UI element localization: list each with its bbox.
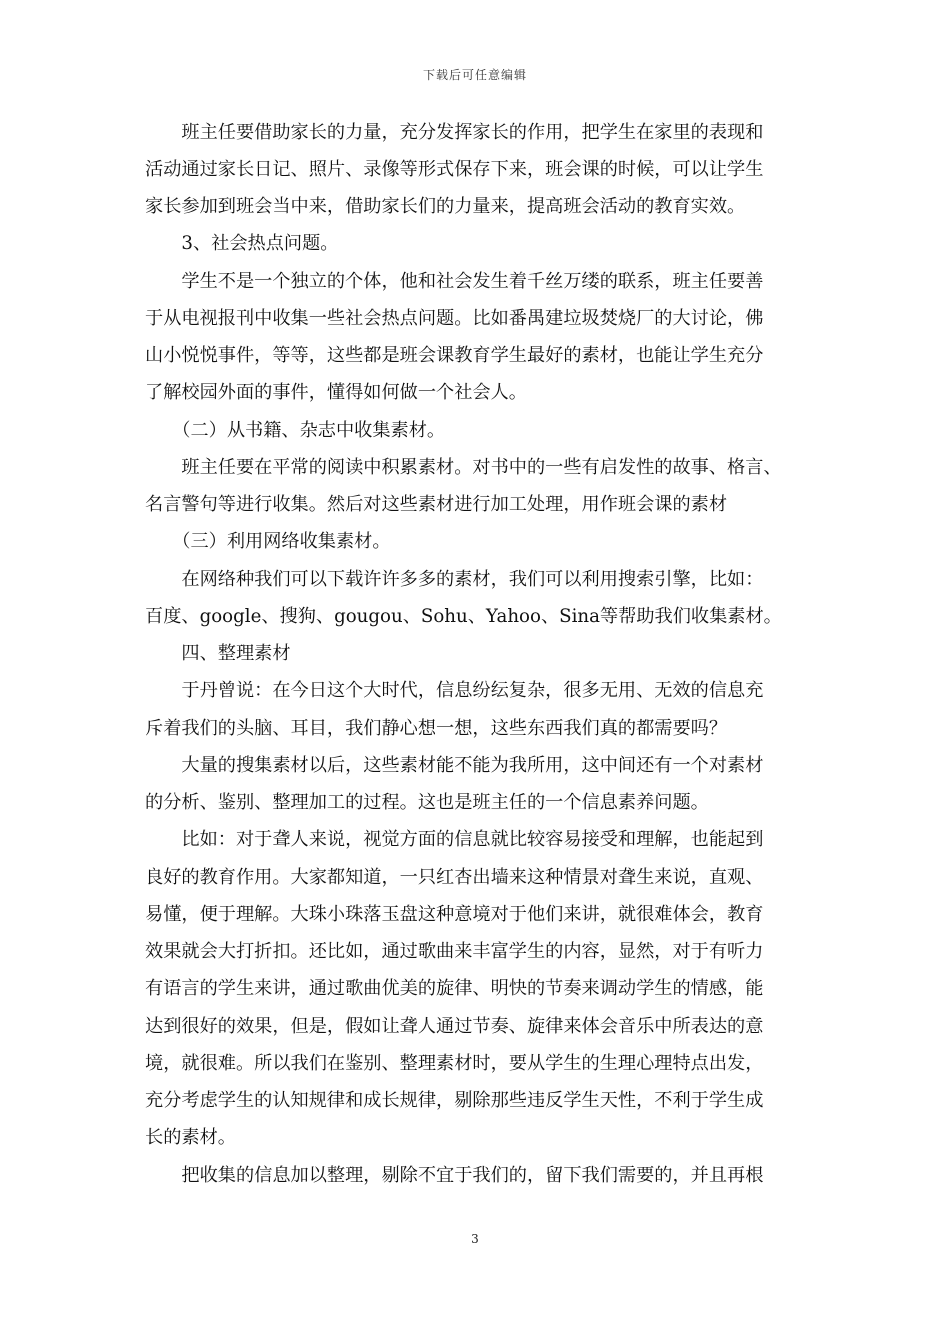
text-line: 效果就会大打折扣。还比如，通过歌曲来丰富学生的内容，显然，对于有听力 — [145, 941, 764, 962]
text-line: 于从电视报刊中收集一些社会热点问题。比如番禺建垃圾焚烧厂的大讨论，佛 — [145, 308, 764, 329]
text-line: 名言警句等进行收集。然后对这些素材进行加工处理，用作班会课的素材 — [145, 494, 728, 515]
text-line: 长的素材。 — [145, 1127, 236, 1148]
text-line: 山小悦悦事件，等等，这些都是班会课教育学生最好的素材，也能让学生充分 — [145, 345, 764, 366]
text-line: 达到很好的效果，但是，假如让聋人通过节奏、旋律来体会音乐中所表达的意 — [145, 1016, 764, 1037]
text-line: 百度、google、搜狗、gougou、Sohu、Yahoo、Sina等帮助我们收集素材。 — [145, 606, 782, 627]
text-line: 易懂，便于理解。大珠小珠落玉盘这种意境对于他们来讲，就很难体会，教育 — [145, 904, 764, 925]
text-line: 比如：对于聋人来说，视觉方面的信息就比较容易接受和理解，也能起到 — [145, 829, 764, 850]
text-line: 在网络种我们可以下载许许多多的素材，我们可以利用搜索引擎，比如： — [145, 569, 764, 590]
text-line: 充分考虑学生的认知规律和成长规律，剔除那些违反学生天性，不利于学生成 — [145, 1090, 764, 1111]
text-line: 的分析、鉴别、整理加工的过程。这也是班主任的一个信息素养问题。 — [145, 792, 709, 813]
text-line: 斥着我们的头脑、耳目，我们静心想一想，这些东西我们真的都需要吗？ — [145, 718, 728, 739]
text-line: 良好的教育作用。大家都知道，一只红杏出墙来这种情景对聋生来说，直观、 — [145, 867, 764, 888]
text-line: 大量的搜集素材以后，这些素材能不能为我所用，这中间还有一个对素材 — [145, 755, 764, 776]
text-line: 班主任要借助家长的力量，充分发挥家长的作用，把学生在家里的表现和 — [145, 122, 764, 143]
text-line: 把收集的信息加以整理，剔除不宜于我们的，留下我们需要的，并且再根 — [145, 1165, 764, 1186]
text-line: 活动通过家长日记、照片、录像等形式保存下来，班会课的时候，可以让学生 — [145, 159, 764, 180]
text-line: 境，就很难。所以我们在鉴别、整理素材时，要从学生的生理心理特点出发， — [145, 1053, 764, 1074]
text-line: 四、整理素材 — [145, 643, 291, 664]
text-line: 于丹曾说：在今日这个大时代，信息纷纭复杂，很多无用、无效的信息充 — [145, 680, 764, 701]
page-header: 下载后可任意编辑 — [422, 68, 527, 82]
page-number: 3 — [471, 1232, 479, 1246]
text-line: 有语言的学生来讲，通过歌曲优美的旋律、明快的节奏来调动学生的情感，能 — [145, 978, 764, 999]
text-line: 3、社会热点问题。 — [145, 233, 339, 254]
text-line: 学生不是一个独立的个体，他和社会发生着千丝万缕的联系，班主任要善 — [145, 271, 764, 292]
text-line: 家长参加到班会当中来，借助家长们的力量来，提高班会活动的教育实效。 — [145, 196, 746, 217]
text-line: （二）从书籍、杂志中收集素材。 — [145, 420, 446, 441]
text-line: 了解校园外面的事件，懂得如何做一个社会人。 — [145, 382, 527, 403]
text-line: （三）利用网络收集素材。 — [145, 531, 391, 552]
text-line: 班主任要在平常的阅读中积累素材。对书中的一些有启发性的故事、格言、 — [145, 457, 782, 478]
